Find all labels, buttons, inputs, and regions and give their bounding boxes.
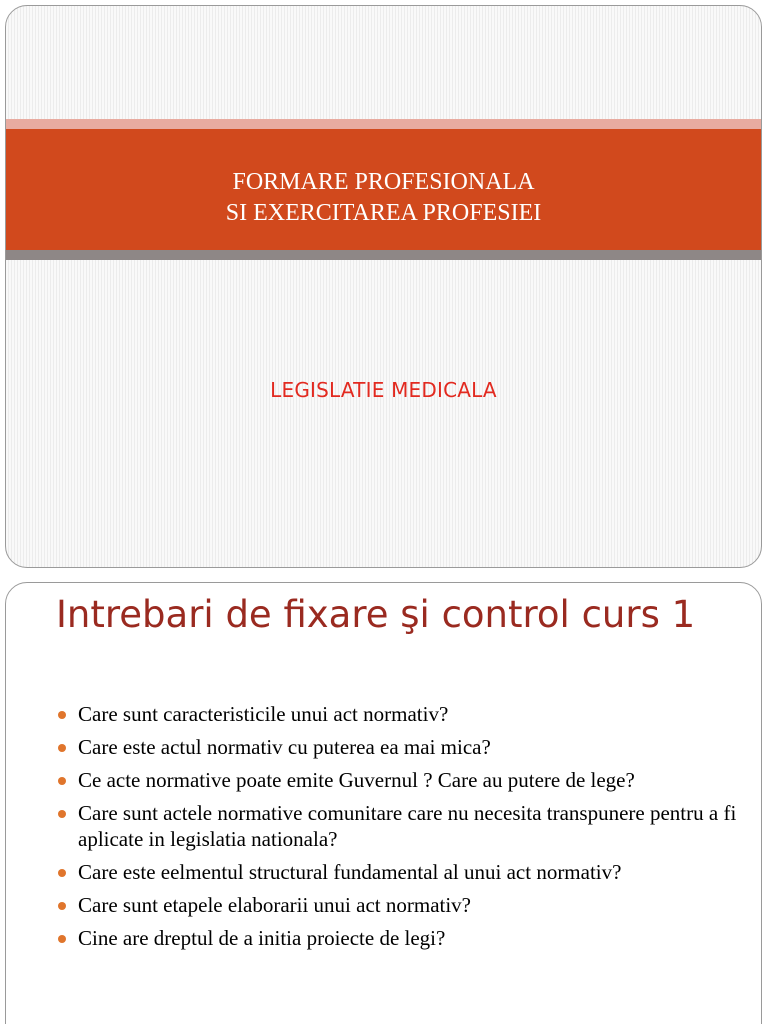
slide-title-line-2: SI EXERCITAREA PROFESIEI xyxy=(225,200,542,226)
title-slide xyxy=(5,5,762,568)
slide-heading: Intrebari de fixare şi control curs 1 xyxy=(56,593,696,636)
question-list xyxy=(56,701,762,958)
bullet-icon xyxy=(58,935,66,943)
list-item-text: Cine are dreptul de a initia proiecte de legi? xyxy=(78,926,446,950)
list-item xyxy=(56,767,762,793)
slide-title-line-1: FORMARE PROFESIONALA xyxy=(232,169,535,195)
slide-subtitle: LEGISLATIE MEDICALA xyxy=(270,378,497,402)
list-item-text: Ce acte normative poate emite Guvernul ? Care au putere de lege? xyxy=(78,768,635,792)
list-item xyxy=(56,859,762,885)
bullet-icon xyxy=(58,902,66,910)
list-item xyxy=(56,925,762,951)
list-item-text: Care sunt actele normative comunitare care nu necesita transpunere pentru a fi aplicate in legislatia nationala? xyxy=(78,801,737,851)
list-item xyxy=(56,892,762,918)
bullet-icon xyxy=(58,711,66,719)
list-item-text: Care este eelmentul structural fundamental al unui act normativ? xyxy=(78,860,622,884)
title-band xyxy=(6,129,761,250)
bullet-icon xyxy=(58,777,66,785)
questions-slide xyxy=(5,582,762,1024)
list-item xyxy=(56,734,762,760)
bullet-icon xyxy=(58,869,66,877)
list-item-text: Care este actul normativ cu puterea ea mai mica? xyxy=(78,735,491,759)
list-item xyxy=(56,800,762,852)
list-item-text: Care sunt caracteristicile unui act normativ? xyxy=(78,702,449,726)
title-band-accent-bottom xyxy=(6,250,761,260)
bullet-icon xyxy=(58,810,66,818)
list-item-text: Care sunt etapele elaborarii unui act normativ? xyxy=(78,893,472,917)
list-item xyxy=(56,701,762,727)
title-band-accent-top xyxy=(6,119,761,129)
bullet-icon xyxy=(58,744,66,752)
